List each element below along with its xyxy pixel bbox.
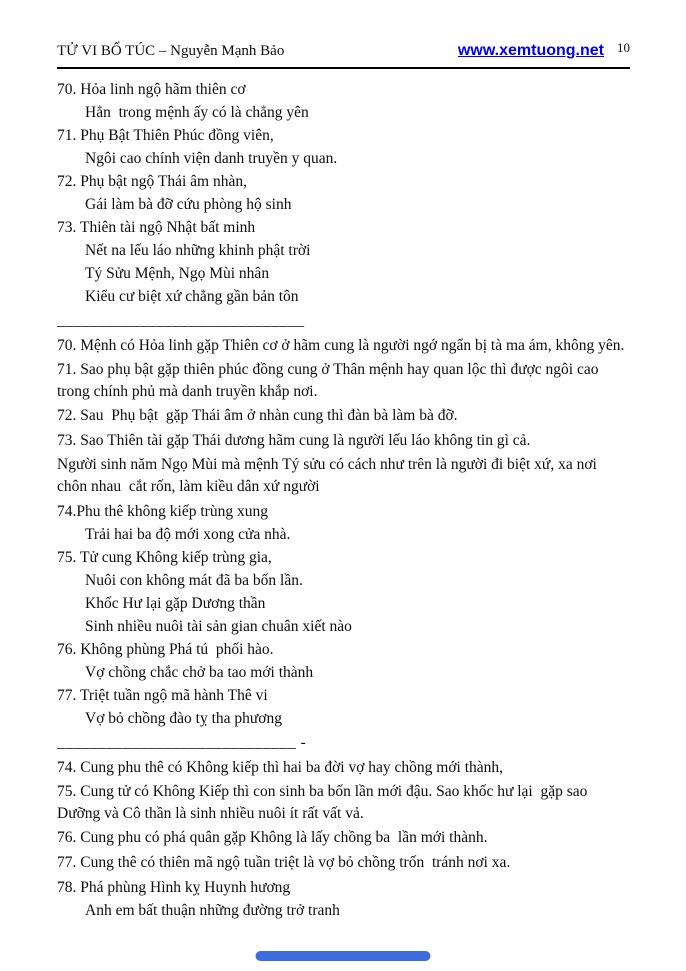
- verse-line: 77. Triệt tuần ngộ mã hành Thê vi: [57, 687, 268, 704]
- verse-line-indented: Anh em bất thuận những đường trở tranh: [85, 902, 340, 919]
- header-divider: [57, 67, 630, 69]
- verse-line-indented: Khốc Hư lại gặp Dương thần: [85, 595, 266, 612]
- separator-line: ______________________________: [57, 312, 305, 329]
- explanation-paragraph: Người sinh năm Ngọ Mùi mà mệnh Tý sửu có cách như trên là người đi biệt xứ, xa nơi chôn nhau cắt rốn, làm kiều dân xứ người: [57, 456, 601, 495]
- explanation-paragraph: 74. Cung phu thê có Không kiếp thì hai ba đời vợ hay chồng mới thành,: [57, 758, 504, 776]
- verse-line-indented: Gái làm bà đỡ cứu phòng hộ sinh: [85, 196, 292, 213]
- verse-line: 75. Tử cung Không kiếp trùng gia,: [57, 549, 272, 566]
- verse-line: 70. Hỏa linh ngộ hãm thiên cơ: [57, 81, 246, 98]
- header-right-group: [458, 42, 630, 60]
- explanation-paragraph: 76. Cung phu có phá quân gặp Không là lấy chồng ba lần mới thành.: [57, 829, 488, 846]
- verse-line-indented: Kiểu cư biệt xứ chẳng gần bản tôn: [85, 288, 299, 305]
- verse-line: 76. Không phùng Phá tú phối hào.: [57, 641, 274, 658]
- verse-line: 74.Phu thê không kiếp trùng xung: [57, 503, 268, 520]
- explanation-paragraph: 72. Sau Phụ bật gặp Thái âm ở nhàn cung thì đàn bà làm bà đỡ.: [57, 407, 458, 424]
- verse-line: 72. Phụ bật ngộ Thái âm nhàn,: [57, 173, 247, 190]
- page-number: 10: [617, 40, 630, 55]
- book-title: TỬ VI BỔ TÚC – Nguyễn Mạnh Bảo: [57, 43, 285, 59]
- verse-line-indented: Vợ chồng chắc chở ba tao mới thành: [85, 664, 314, 681]
- verse-line-indented: Sinh nhiều nuôi tài sản gian chuân xiết nào: [85, 618, 352, 635]
- verse-line-indented: Nết na lếu láo những khinh phật trời: [85, 242, 311, 259]
- verse-line-indented: Tý Sửu Mệnh, Ngọ Mùi nhân: [85, 265, 270, 282]
- verse-line-indented: Hẳn trong mệnh ấy có là chẳng yên: [85, 104, 309, 121]
- verse-line: 78. Phá phùng Hình kỵ Huynh hương: [57, 879, 291, 896]
- website-link[interactable]: www.xemtuong.net: [457, 42, 604, 59]
- page-header: [57, 42, 630, 60]
- verse-line-indented: Trải hai ba độ mới xong cửa nhà.: [85, 526, 291, 543]
- explanation-paragraph: 73. Sao Thiên tài gặp Thái dương hãm cung là người lếu láo không tin gì cả.: [57, 431, 531, 449]
- verse-line: 71. Phụ Bật Thiên Phúc đồng viên,: [57, 127, 274, 144]
- explanation-paragraph: 75. Cung tử có Không Kiếp thì con sinh ba bốn lần mới đậu. Sao khốc hư lại gặp sao Dưỡng và Cô thần là sinh nhiều nuôi ít rất vất vả.: [57, 783, 592, 822]
- explanation-paragraph: 77. Cung thê có thiên mã ngộ tuần triệt là vợ bỏ chồng trốn tránh nơi xa.: [57, 853, 511, 871]
- verse-line-indented: Nuôi con không mát đã ba bốn lần.: [85, 572, 303, 589]
- explanation-paragraph: 71. Sao phụ bật gặp thiên phúc đồng cung ở Thân mệnh hay quan lộc thì được ngôi cao trong chính phủ mà danh truyền khắp nơi.: [57, 361, 603, 400]
- explanation-paragraph: 70. Mệnh có Hỏa linh gặp Thiên cơ ở hãm cung là người ngớ ngẩn bị tà ma ám, không yên.: [57, 336, 625, 354]
- separator-line: _____________________________ -: [57, 734, 307, 751]
- verse-line: 73. Thiên tài ngộ Nhật bất minh: [57, 219, 256, 236]
- verse-line-indented: Vợ bỏ chồng đào tỵ tha phương: [85, 710, 282, 727]
- scroll-indicator-bar[interactable]: [256, 951, 431, 961]
- verse-line-indented: Ngôi cao chính viện danh truyền y quan.: [85, 150, 338, 167]
- page-body-text: [57, 78, 630, 922]
